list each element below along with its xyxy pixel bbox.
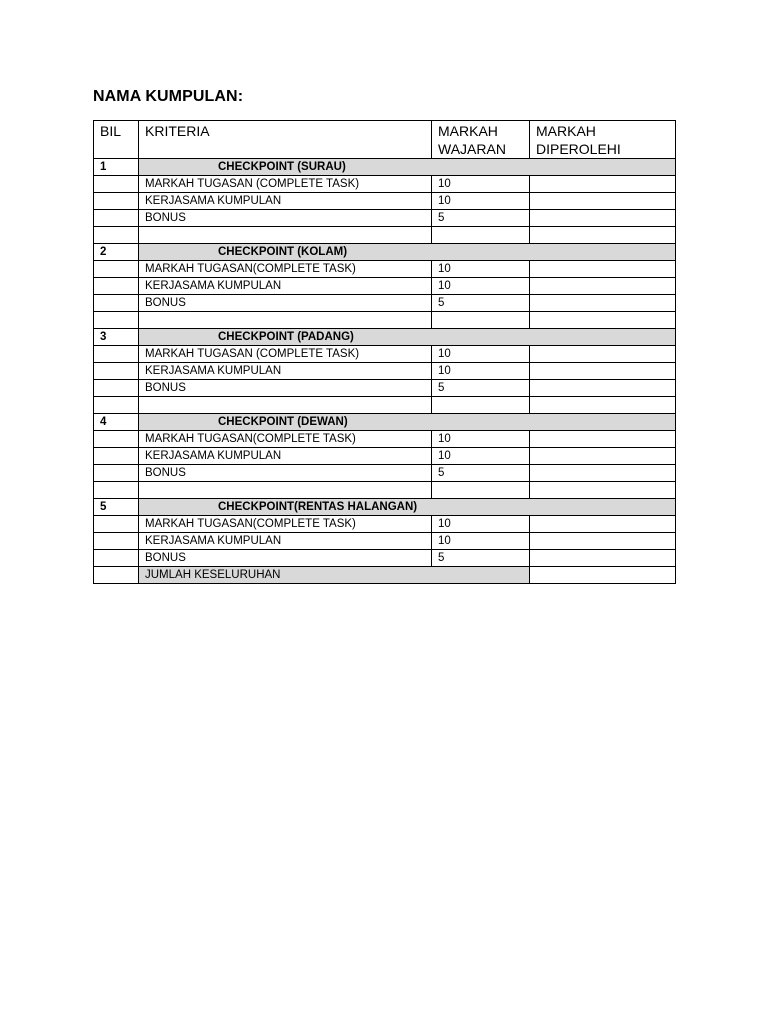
criteria-row (94, 465, 676, 482)
markah-wajaran-value: 10 (432, 278, 530, 295)
markah-wajaran-value: 5 (432, 295, 530, 312)
criteria-label: KERJASAMA KUMPULAN (139, 193, 432, 210)
markah-diperolehi-cell (530, 380, 676, 397)
bil-cell (94, 346, 139, 363)
checkpoint-title: CHECKPOINT(RENTAS HALANGAN) (139, 499, 676, 516)
total-row (94, 567, 676, 584)
criteria-label: KERJASAMA KUMPULAN (139, 448, 432, 465)
markah-wajaran-value: 10 (432, 431, 530, 448)
markah-wajaran-value: 10 (432, 176, 530, 193)
criteria-label: BONUS (139, 465, 432, 482)
checkpoint-header-row (94, 329, 676, 346)
empty-cell (139, 312, 432, 329)
page-title: NAMA KUMPULAN: (93, 88, 244, 105)
markah-wajaran-value: 10 (432, 261, 530, 278)
empty-cell (94, 312, 139, 329)
markah-diperolehi-cell (530, 431, 676, 448)
markah-diperolehi-cell (530, 346, 676, 363)
markah-diperolehi-cell (530, 448, 676, 465)
bil-cell (94, 533, 139, 550)
criteria-row (94, 278, 676, 295)
header-markah-diperolehi: MARKAH DIPEROLEHI (530, 121, 676, 159)
bil-cell (94, 380, 139, 397)
markah-wajaran-value: 10 (432, 533, 530, 550)
empty-cell (530, 482, 676, 499)
bil-number: 2 (94, 244, 139, 261)
markah-wajaran-value: 10 (432, 448, 530, 465)
markah-wajaran-value: 5 (432, 210, 530, 227)
markah-diperolehi-cell (530, 278, 676, 295)
criteria-row (94, 210, 676, 227)
markah-diperolehi-cell (530, 193, 676, 210)
criteria-row (94, 261, 676, 278)
header-kriteria: KRITERIA (139, 121, 432, 159)
criteria-row (94, 550, 676, 567)
criteria-row (94, 533, 676, 550)
bil-cell (94, 193, 139, 210)
spacer-row (94, 227, 676, 244)
markah-wajaran-value: 5 (432, 550, 530, 567)
criteria-row (94, 431, 676, 448)
checkpoint-header-row (94, 414, 676, 431)
header-row (94, 121, 676, 159)
empty-cell (432, 397, 530, 414)
criteria-label: KERJASAMA KUMPULAN (139, 533, 432, 550)
criteria-row (94, 363, 676, 380)
total-label: JUMLAH KESELURUHAN (139, 567, 530, 584)
criteria-label: MARKAH TUGASAN(COMPLETE TASK) (139, 431, 432, 448)
checkpoint-header-row (94, 159, 676, 176)
markah-diperolehi-cell (530, 550, 676, 567)
bil-cell (94, 176, 139, 193)
markah-diperolehi-cell (530, 176, 676, 193)
criteria-row (94, 346, 676, 363)
table-body (94, 159, 676, 584)
empty-cell (139, 397, 432, 414)
bil-number: 1 (94, 159, 139, 176)
criteria-row (94, 516, 676, 533)
bil-cell (94, 261, 139, 278)
markah-wajaran-value: 10 (432, 346, 530, 363)
empty-cell (432, 482, 530, 499)
total-value-cell (530, 567, 676, 584)
bil-cell (94, 363, 139, 380)
markah-wajaran-value: 10 (432, 516, 530, 533)
bil-cell (94, 465, 139, 482)
checkpoint-header-row (94, 244, 676, 261)
empty-cell (530, 397, 676, 414)
criteria-label: MARKAH TUGASAN (COMPLETE TASK) (139, 346, 432, 363)
markah-diperolehi-cell (530, 261, 676, 278)
empty-cell (432, 227, 530, 244)
bil-cell (94, 516, 139, 533)
empty-cell (139, 227, 432, 244)
bil-cell (94, 550, 139, 567)
criteria-label: KERJASAMA KUMPULAN (139, 278, 432, 295)
markah-diperolehi-cell (530, 210, 676, 227)
bil-cell (94, 431, 139, 448)
criteria-row (94, 380, 676, 397)
criteria-label: KERJASAMA KUMPULAN (139, 363, 432, 380)
markah-diperolehi-cell (530, 465, 676, 482)
bil-cell (94, 448, 139, 465)
markah-wajaran-value: 5 (432, 465, 530, 482)
criteria-row (94, 448, 676, 465)
criteria-label: MARKAH TUGASAN(COMPLETE TASK) (139, 516, 432, 533)
empty-cell (530, 312, 676, 329)
criteria-label: MARKAH TUGASAN(COMPLETE TASK) (139, 261, 432, 278)
markah-wajaran-value: 10 (432, 363, 530, 380)
criteria-label: MARKAH TUGASAN (COMPLETE TASK) (139, 176, 432, 193)
score-table (93, 120, 676, 584)
empty-cell (432, 312, 530, 329)
bil-number: 5 (94, 499, 139, 516)
empty-cell (139, 482, 432, 499)
bil-cell (94, 295, 139, 312)
bil-cell (94, 567, 139, 584)
header-bil: BIL (94, 121, 139, 159)
spacer-row (94, 482, 676, 499)
checkpoint-title: CHECKPOINT (PADANG) (139, 329, 676, 346)
bil-cell (94, 278, 139, 295)
bil-cell (94, 210, 139, 227)
spacer-row (94, 312, 676, 329)
criteria-label: BONUS (139, 295, 432, 312)
spacer-row (94, 397, 676, 414)
bil-number: 4 (94, 414, 139, 431)
markah-wajaran-value: 10 (432, 193, 530, 210)
bil-number: 3 (94, 329, 139, 346)
empty-cell (94, 227, 139, 244)
checkpoint-title: CHECKPOINT (KOLAM) (139, 244, 676, 261)
markah-diperolehi-cell (530, 295, 676, 312)
checkpoint-header-row (94, 499, 676, 516)
empty-cell (530, 227, 676, 244)
criteria-row (94, 193, 676, 210)
markah-wajaran-value: 5 (432, 380, 530, 397)
checkpoint-title: CHECKPOINT (SURAU) (139, 159, 676, 176)
checkpoint-title: CHECKPOINT (DEWAN) (139, 414, 676, 431)
empty-cell (94, 397, 139, 414)
criteria-label: BONUS (139, 550, 432, 567)
criteria-row (94, 176, 676, 193)
markah-diperolehi-cell (530, 363, 676, 380)
criteria-label: BONUS (139, 210, 432, 227)
markah-diperolehi-cell (530, 533, 676, 550)
header-markah-wajaran: MARKAH WAJARAN (432, 121, 530, 159)
criteria-label: BONUS (139, 380, 432, 397)
empty-cell (94, 482, 139, 499)
markah-diperolehi-cell (530, 516, 676, 533)
criteria-row (94, 295, 676, 312)
